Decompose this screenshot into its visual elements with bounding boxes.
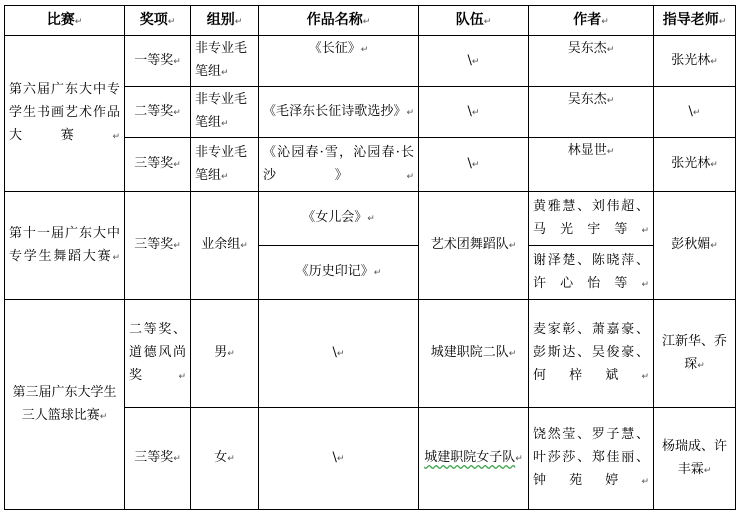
competition-name: 第十一届广东大中专学生舞蹈大赛↵ [5, 192, 125, 300]
work-cell: \↵ [259, 408, 419, 510]
teacher-cell: \↵ [654, 87, 736, 138]
table-row [5, 300, 736, 408]
team-cell: 城建职院女子队↵ [419, 408, 529, 510]
header-row [5, 6, 736, 36]
team-cell: 艺术团舞蹈队↵ [419, 192, 529, 300]
group-cell: 业余组↵ [191, 192, 259, 300]
team-cell: \↵ [419, 36, 529, 87]
teacher-cell: 杨瑞成、许丰霖↵ [654, 408, 736, 510]
author-cell: 饶然莹、罗子慧、叶莎莎、郑佳丽、钟苑婷↵ [529, 408, 654, 510]
table-row [5, 36, 736, 87]
group-cell: 女↵ [191, 408, 259, 510]
group-cell: 男↵ [191, 300, 259, 408]
author-cell: 谢泽楚、陈晓萍、许心怡等↵ [529, 246, 654, 300]
work-cell: 《女儿会》↵ [259, 192, 419, 246]
team-cell: \↵ [419, 87, 529, 138]
header-work: 作品名称↵ [259, 6, 419, 36]
header-team: 队伍↵ [419, 6, 529, 36]
author-cell: 吴东杰↵ [529, 36, 654, 87]
award-cell: 二等奖、道德风尚奖↵ [125, 300, 191, 408]
work-cell: 《沁园春·雪，沁园春·长沙》↵ [259, 138, 419, 192]
header-award: 奖项↵ [125, 6, 191, 36]
award-cell: 一等奖↵ [125, 36, 191, 87]
awards-table [4, 5, 736, 510]
teacher-cell: 彭秋媚↵ [654, 192, 736, 300]
group-cell: 非专业毛笔组↵ [191, 36, 259, 87]
competition-name: 第六届广东大中专学生书画艺术作品大赛↵ [5, 36, 125, 192]
author-cell: 黄雅慧、刘伟超、马光宇等↵ [529, 192, 654, 246]
group-cell: 非专业毛笔组↵ [191, 87, 259, 138]
work-cell: 《毛泽东长征诗歌选抄》↵ [259, 87, 419, 138]
header-author: 作者↵ [529, 6, 654, 36]
team-cell: \↵ [419, 138, 529, 192]
author-cell: 林显世↵ [529, 138, 654, 192]
competition-name: 第三届广东大学生三人篮球比赛↵ [5, 300, 125, 510]
work-cell: 《长征》↵ [259, 36, 419, 87]
author-cell: 吴东杰↵ [529, 87, 654, 138]
award-cell: 三等奖↵ [125, 192, 191, 300]
team-cell: 城建职院二队↵ [419, 300, 529, 408]
teacher-cell: 江新华、乔琛↵ [654, 300, 736, 408]
author-cell: 麦家彰、萧嘉豪、彭斯达、吴俊豪、何梓斌↵ [529, 300, 654, 408]
table-row [5, 192, 736, 246]
award-cell: 二等奖↵ [125, 87, 191, 138]
teacher-cell: 张光林↵ [654, 138, 736, 192]
work-cell: 《历史印记》↵ [259, 246, 419, 300]
award-cell: 三等奖↵ [125, 138, 191, 192]
award-cell: 三等奖↵ [125, 408, 191, 510]
header-group: 组别↵ [191, 6, 259, 36]
teacher-cell: 张光林↵ [654, 36, 736, 87]
group-cell: 非专业毛笔组↵ [191, 138, 259, 192]
header-competition: 比赛↵ [5, 6, 125, 36]
header-teacher: 指导老师↵ [654, 6, 736, 36]
work-cell: \↵ [259, 300, 419, 408]
